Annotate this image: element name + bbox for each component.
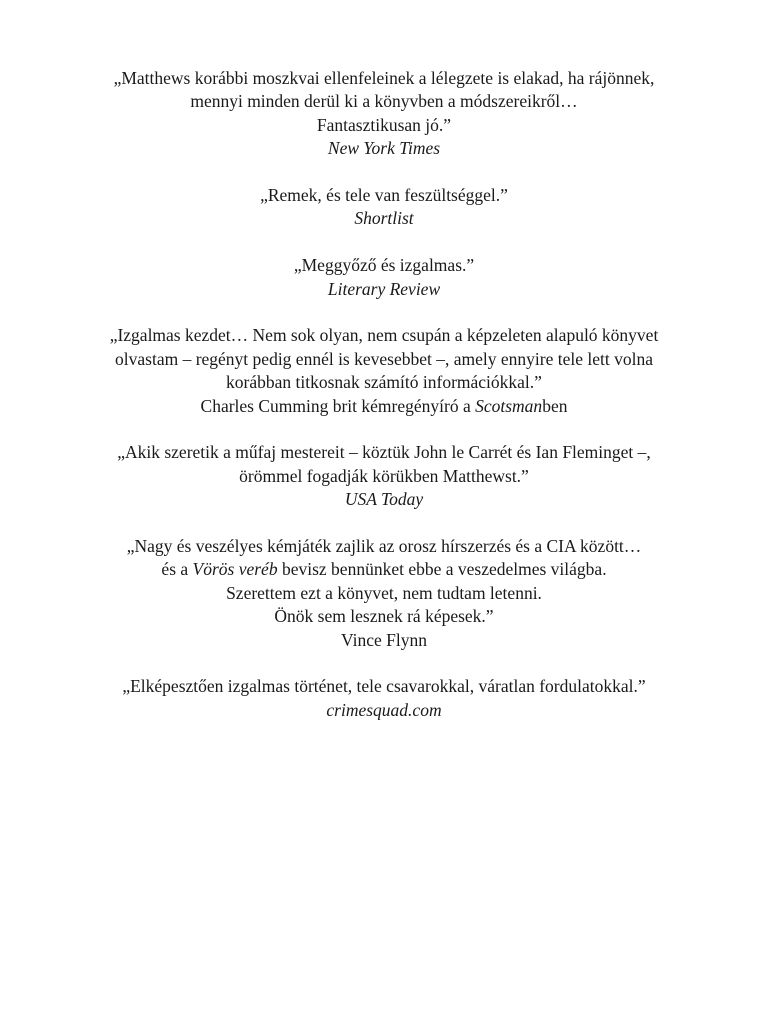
blurb-new-york-times [0, 67, 768, 161]
quote-line: „Meggyőző és izgalmas.” [293, 255, 475, 276]
quote-line: „Izgalmas kezdet… Nem sok olyan, nem csupán a képzeleten alapuló könyvet [109, 325, 659, 346]
blurb-vince-flynn [0, 535, 768, 652]
book-title: Vörös veréb [192, 559, 278, 580]
attribution-prefix: Charles Cumming brit kémregényíró a [200, 395, 476, 416]
blurb-usa-today [0, 441, 768, 511]
blurb-charles-cumming [0, 324, 768, 418]
quote-line: Szerettem ezt a könyvet, nem tudtam letenni. [226, 582, 542, 603]
quote-source: USA Today [344, 489, 424, 510]
quote-line: „Elképesztően izgalmas történet, tele csavarokkal, váratlan fordulatokkal.” [122, 676, 646, 697]
blurb-shortlist [0, 184, 768, 231]
quote-line: örömmel fogadják körükben Matthewst.” [239, 465, 529, 486]
quote-source: New York Times [327, 138, 441, 159]
quote-line: Önök sem lesznek rá képesek.” [274, 606, 494, 627]
quote-source: crimesquad.com [326, 699, 442, 720]
quote-line-suffix: bevisz bennünket ebbe a veszedelmes világba. [277, 559, 607, 580]
quote-line: „Nagy és veszélyes kémjáték zajlik az orosz hírszerzés és a CIA között… [126, 536, 642, 557]
quote-line: „Matthews korábbi moszkvai ellenfeleinek a lélegzete is elakad, ha rájönnek, [113, 68, 655, 88]
blurb-literary-review [0, 254, 768, 301]
quote-line: korábban titkosnak számító információkkal.” [226, 372, 542, 393]
attribution-suffix: ben [542, 395, 568, 416]
quote-line: Fantasztikusan jó.” [316, 114, 452, 135]
quote-source: Shortlist [354, 208, 414, 229]
quote-attribution [0, 395, 768, 418]
quote-line [0, 558, 768, 581]
quote-line-prefix: és a [161, 559, 193, 580]
blurb-crimesquad [0, 675, 768, 722]
quote-line: olvastam – regényt pedig ennél is kevesebbet –, amely ennyire tele lett volna [115, 348, 653, 369]
quote-attribution: Vince Flynn [341, 629, 427, 650]
praise-page [0, 67, 768, 746]
quote-line: mennyi minden derül ki a könyvben a módszereikről… [190, 91, 578, 112]
quote-source: Literary Review [327, 278, 441, 299]
quote-line: „Remek, és tele van feszültséggel.” [260, 185, 508, 206]
quote-line: „Akik szeretik a műfaj mestereit – köztük John le Carrét és Ian Fleminget –, [117, 442, 651, 463]
attribution-publication: Scotsman [475, 395, 543, 416]
